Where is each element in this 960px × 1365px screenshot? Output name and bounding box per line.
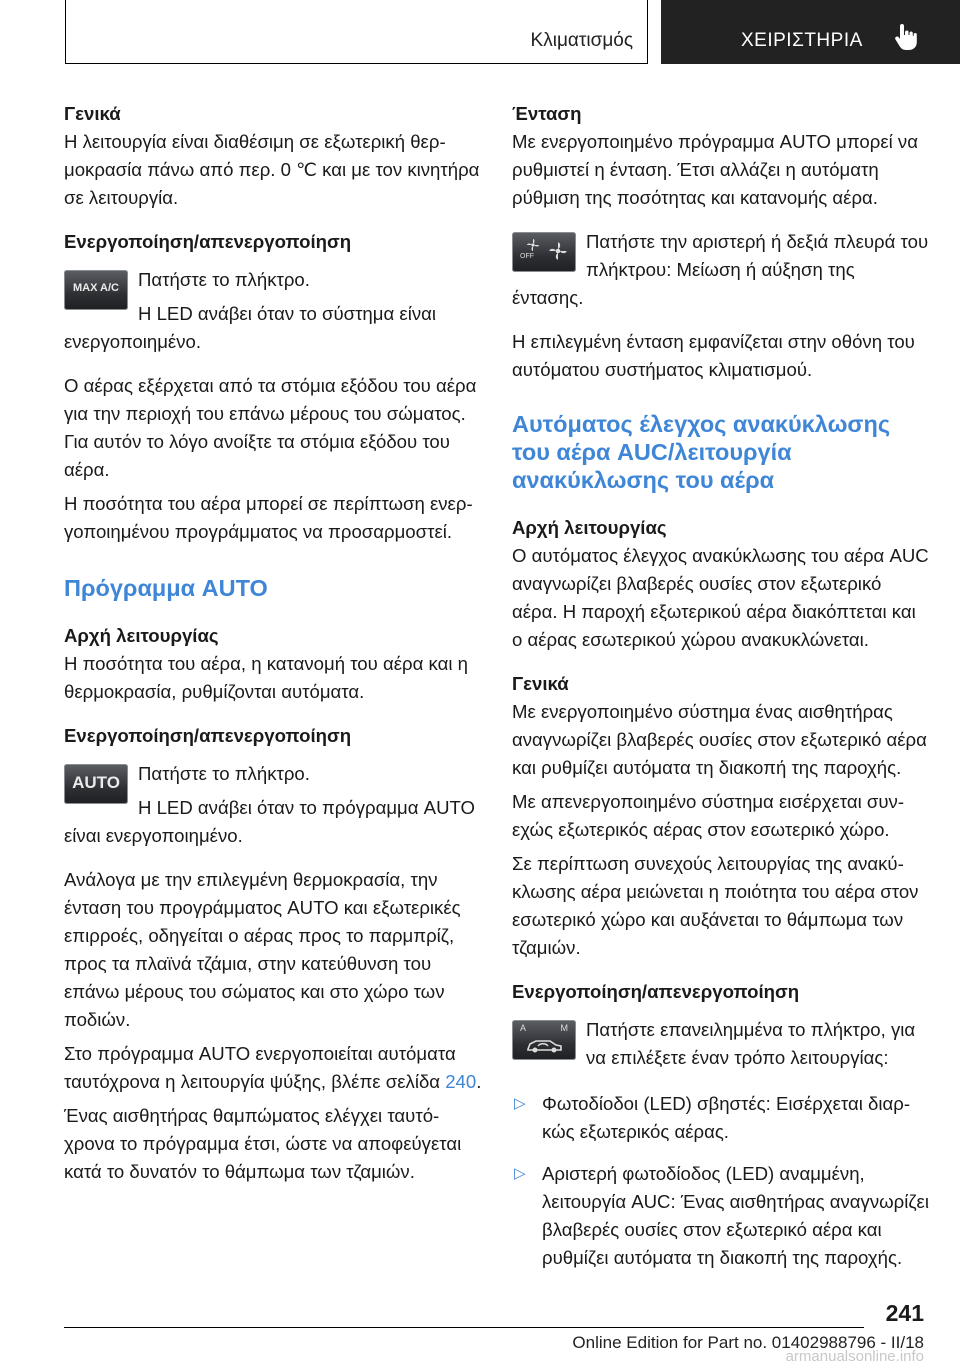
heading-activation-2: Ενεργοποίηση/απενεργοποίηση (64, 725, 352, 746)
fan-button-image (512, 232, 576, 272)
car-recirculation-icon (524, 1035, 564, 1055)
paragraph-air-outlets: Ο αέρας εξέρχεται από τα στόμια εξόδου του αέρα για την περιοχή του επάνω μέρους του σώματος. Για αυτόν το λόγο ανοίξτε τα στόμια εξόδου του αέρα. (64, 375, 477, 480)
auto-block (64, 760, 482, 850)
watermark-text: armanualsonline.info (785, 1348, 924, 1365)
auto-label: AUTO (72, 773, 120, 792)
footer-divider (64, 1327, 864, 1328)
heading-intensity: Ένταση (512, 103, 582, 124)
paragraph-general-2: Με απενεργοποιημένο σύστημα εισέρχεται συνεχώς εξωτερικός αέρας στον εσωτερικό χώρο. (512, 791, 905, 840)
paragraph-intensity: Με ενεργοποιημένο πρόγραμμα AUTO μπορεί να ρυθμιστεί η ένταση. Έτσι αλλάζει η αυτόματη ρύθμιση της ποσότητας και κατανομής αέρα. (512, 131, 918, 208)
paragraph-fog-sensor: Ένας αισθητήρας θαμπώματος ελέγχει ταυτόχρονα το πρόγραμμα έτσι, ώστε να αποφεύγεται κατά το δυνατόν το θάμπωμα των τζαμιών. (64, 1105, 462, 1182)
paragraph-general-1: Με ενεργοποιημένο σύστημα ένας αισθητήρας αναγνωρίζει βλαβερές ουσίες στον εξωτερικό αέρα και ρυθμίζει αυτόματα τη διακοπή της παροχής. (512, 701, 927, 778)
list-item (512, 1090, 930, 1146)
heading-auto-program: Πρόγραμμα AUTO (64, 575, 268, 601)
recirculation-button-image (512, 1020, 576, 1060)
right-column (512, 100, 930, 1272)
maxac-label: MAX A/C (72, 282, 120, 294)
header-chapter-title: ΧΕΙΡΙΣΤΗΡΙΑ (741, 30, 863, 51)
press-key-1: Πατήστε το πλήκτρο. (138, 269, 310, 290)
recirc-a-label: A (520, 1023, 527, 1033)
recirc-block (512, 1016, 930, 1072)
paragraph-depending: Ανάλογα με την επιλεγμένη θερμοκρασία, την ένταση του προγράμματος AUTO και εξωτερικές επιρροές, οδηγείται ο αέρας προς το παρμπρίζ, προς τα πλαϊνά τζάμια, στην κατεύθυνση του επάνω μέρους του σώματος και στο χώρο των ποδιών. (64, 869, 461, 1030)
recirc-m-label: M (560, 1023, 568, 1033)
heading-principle-left: Αρχή λειτουργίας (64, 625, 219, 646)
cooling-text-end: . (476, 1071, 482, 1092)
paragraph-press-side: Πατήστε την αριστερή ή δεξιά πλευρά του πλήκτρου: Μείωση ή αύξηση της έντασης. (512, 231, 929, 308)
paragraph-air-amount: Η ποσότητα του αέρα μπορεί σε περίπτωση ενεργοποιημένου προγράμματος να προσαρμοστεί. (64, 493, 473, 542)
fan-large-icon (548, 241, 568, 261)
triangle-bullet-icon: ▷ (514, 1165, 526, 1182)
paragraph-intensity-shown: Η επιλεγμένη ένταση εμφανίζεται στην οθόνη του αυτόματου συστήματος κλιματισμού. (512, 331, 915, 380)
led-note-2: Η LED ανάβει όταν το πρόγραμμα AUTO είναι ενεργοποιημένο. (64, 797, 475, 846)
paragraph-cooling (64, 1040, 482, 1096)
led-note-1: Η LED ανάβει όταν το σύστημα είναι ενεργοποιημένο. (64, 303, 436, 352)
press-key-2: Πατήστε το πλήκτρο. (138, 763, 310, 784)
triangle-bullet-icon: ▷ (514, 1095, 526, 1112)
header-chapter-box[interactable] (661, 0, 960, 64)
paragraph-general-3: Σε περίπτωση συνεχούς λειτουργίας της ανακύκλωσης αέρα μειώνεται η ποιότητα του αέρα στον εσωτερικό χώρο και αυξάνεται το θάμπωμα των τζαμιών. (512, 853, 919, 958)
fan-block (512, 228, 930, 312)
fan-small-icon (526, 238, 540, 252)
page-number: 241 (885, 1300, 924, 1326)
header-section-title: Κλιματισμός (530, 30, 633, 51)
header-section-box (65, 0, 648, 64)
heading-principle-right: Αρχή λειτουργίας (512, 517, 667, 538)
paragraph-press-repeatedly: Πατήστε επανειλημμένα το πλήκτρο, για να επιλέξετε έναν τρόπο λειτουργίας: (586, 1019, 916, 1068)
heading-activation-right: Ενεργοποίηση/απενεργοποίηση (512, 981, 800, 1002)
maxac-button-image (64, 270, 128, 310)
paragraph-principle-right: Ο αυτόματος έλεγχος ανακύκλωσης του αέρα AUC αναγνωρίζει βλαβερές ουσίες στον εξωτερικό αέρα. Η παροχή εξωτερικού αέρα διακόπτεται και ο αέρας εσωτερικού χώρου ανακυκλώνεται. (512, 545, 929, 650)
heading-auc: Αυτόματος έλεγχος ανακύκλωσης του αέρα AUC/λειτουργία ανακύκλωσης του αέρα (512, 411, 891, 493)
mode-list (512, 1090, 930, 1272)
edition-text: Online Edition for Part no. 01402988796 - II/18 (572, 1333, 924, 1352)
list-item-text: Φωτοδίοδοι (LED) σβηστές: Εισέρχεται διαρκώς εξωτερικός αέρας. (542, 1093, 911, 1142)
heading-general: Γενικά (64, 103, 121, 124)
fan-off-label: OFF (520, 253, 534, 260)
list-item (512, 1160, 930, 1272)
heading-activation-1: Ενεργοποίηση/απενεργοποίηση (64, 231, 352, 252)
list-item-text: Αριστερή φωτοδίοδος (LED) αναμμένη, λειτουργία AUC: Ένας αισθητήρας αναγνωρίζει βλαβερές ουσίες στον εξωτερικό αέρα και ρυθμίζει αυτόματα τη διακοπή της παροχής. (542, 1163, 929, 1268)
maxac-block (64, 266, 482, 356)
cooling-text: Στο πρόγραμμα AUTO ενεργοποιείται αυτόματα ταυτόχρονα η λειτουργία ψύξης, βλέπε σελίδα (64, 1043, 456, 1092)
auto-button-image (64, 764, 128, 804)
heading-general-right: Γενικά (512, 673, 569, 694)
hand-pointer-icon (893, 22, 919, 52)
paragraph-general: Η λειτουργία είναι διαθέσιμη σε εξωτερική θερμοκρασία πάνω από περ. 0 ℃ και με τον κινητήρα σε λειτουργία. (64, 131, 480, 208)
paragraph-principle-left: Η ποσότητα του αέρα, η κατανομή του αέρα και η θερμοκρασία, ρυθμίζονται αυτόματα. (64, 653, 468, 702)
page-link-240[interactable]: 240 (445, 1071, 477, 1092)
left-column (64, 100, 482, 1186)
